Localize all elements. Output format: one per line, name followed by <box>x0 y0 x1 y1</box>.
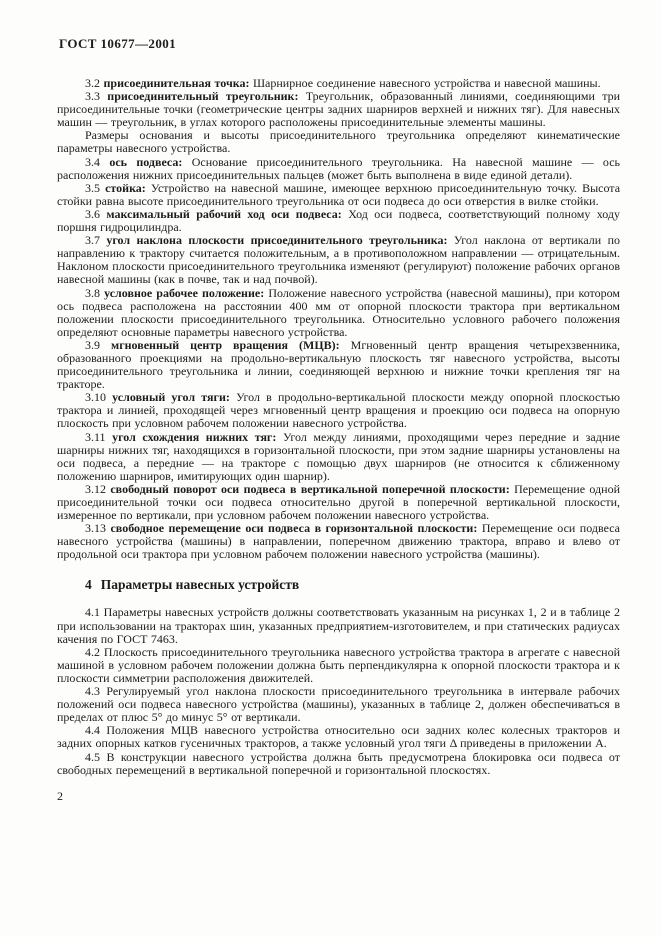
clause-paragraph <box>57 685 620 724</box>
paragraph-text: Размеры основания и высоты присоединительного треугольника определяют кинематические параметры навесного устройства. <box>57 128 620 156</box>
clause-number: 3.9 <box>85 337 100 352</box>
defined-term: присоединительная точка: <box>103 76 250 90</box>
clause-text: Плоскость присоединительного треугольника навесного устройства трактора в агрегате с навесной машиной в условном рабочем положении должна быть перпендикулярна к опорной плоскости трактора и к плоскости симметрии расположения движителей. <box>57 644 620 685</box>
clause-number: 3.4 <box>85 154 100 169</box>
definition-item <box>57 431 620 483</box>
definition-text: Устройство на навесной машине, имеющее верхнюю присоединительную точку. Высота стойки равна высоте присоединительного треугольника от оси подвеса до оси отверстия в вилке стойки. <box>57 180 621 208</box>
definition-text: Шарнирное соединение навесного устройства и навесной машины. <box>252 76 601 90</box>
definition-item <box>57 483 620 522</box>
definition-text: Положение навесного устройства (навесной машины), при котором ось подвеса расположена на расстоянии 400 мм от опорной плоскости трактора при вертикальном положении плоскости присоединительного треугольника. Относительно условного рабочего положения определяют основные параметры навесного устройства. <box>57 285 621 339</box>
definition-text: Перемещение одной присоединительной точки оси подвеса относительно другой в поперечной вертикальной плоскости, измеренное по вертикали, при условном рабочем положении навесного устройства. <box>57 481 621 523</box>
defined-term: ось подвеса: <box>109 154 183 169</box>
definition-item <box>57 90 620 129</box>
clause-number: 4.4 <box>85 723 100 738</box>
document-body <box>57 77 620 804</box>
defined-term: свободное перемещение оси подвеса в горизонтальной плоскости: <box>110 521 478 536</box>
clause-number: 3.10 <box>85 390 106 405</box>
defined-term: свободный поворот оси подвеса в вертикальной поперечной плоскости: <box>110 481 510 496</box>
defined-term: угол наклона плоскости присоединительного треугольника: <box>106 233 448 248</box>
clause-number: 3.8 <box>85 285 100 300</box>
section-heading <box>85 577 620 593</box>
definition-text: Угол между линиями, проходящими через передние и задние шарниры нижних тяг, находящихся в горизонтальной плоскости, при этом задние шарниры установлены на оси подвеса, а передние — на тракторе с помощью двух шарниров (не относится к сближенному положению шарниров, имитирующих один шарнир). <box>57 429 621 483</box>
clause-number: 3.12 <box>85 481 106 496</box>
definition-text: Угол наклона от вертикали по направлению к трактору считается положительным, а в противоположном направлении — отрицательным. Наклоном плоскости присоединительного треугольника изменяют (регулируют) положение рабочих органов навесной машины (как в почве, так и над почвой). <box>57 233 620 287</box>
definition-item <box>57 339 620 391</box>
definition-item <box>57 208 620 234</box>
definition-item <box>57 156 620 182</box>
body-paragraph <box>57 129 620 155</box>
clause-number: 3.5 <box>85 180 100 195</box>
clause-number: 4.3 <box>85 684 100 699</box>
definition-text: Треугольник, образованный линиями, соединяющими три присоединительные точки (геометрические центры задних шарниров верхней и нижних тяг). Для навесных машин — треугольник, в углах которого расположены присоединительные элементы машины. <box>57 89 621 130</box>
clause-text: Положения МЦВ навесного устройства относительно оси задних колес колесных тракторов и задних опорных катков гусеничных тракторов, а также условный угол тяги Δ приведены в приложении А. <box>57 723 621 751</box>
definition-text: Мгновенный центр вращения четырехзвенника, образованного проекциями на продольно-вертикальную плоскость тяг навесного устройства, высоты присоединительного треугольника и линии, соединяющей верхнюю и нижние точки крепления тяг на тракторе. <box>57 337 621 392</box>
clause-paragraph <box>57 751 620 777</box>
page-number: 2 <box>57 788 63 803</box>
clause-paragraph <box>57 646 620 685</box>
defined-term: условное рабочее положение: <box>104 285 265 300</box>
clause-number: 3.11 <box>85 429 106 444</box>
definition-item <box>57 234 620 286</box>
defined-term: мгновенный центр вращения (МЦВ): <box>111 337 340 352</box>
clause-text: Регулируемый угол наклона плоскости присоединительного треугольника в интервале рабочих положений оси подвеса навесного устройства (машины), указанных в таблице 2, должен обеспечиваться в пределах от плюс 5° до минус 5° от вертикали. <box>57 684 620 725</box>
clause-number: 3.6 <box>85 206 100 221</box>
clause-number: 4.5 <box>85 749 100 764</box>
clause-number: 4.2 <box>85 644 100 659</box>
clause-paragraph <box>57 724 620 750</box>
clause-number: 3.7 <box>85 233 100 248</box>
definition-item <box>57 391 620 430</box>
section-title: Параметры навесных устройств <box>100 577 300 593</box>
clause-paragraph <box>57 606 620 645</box>
definition-item <box>57 182 620 208</box>
clause-number: 3.2 <box>85 76 100 90</box>
defined-term: максимальный рабочий ход оси подвеса: <box>106 206 342 221</box>
document-code-header: ГОСТ 10677—2001 <box>59 36 177 51</box>
section-number: 4 <box>85 577 92 593</box>
clause-number: 3.3 <box>85 89 100 104</box>
defined-term: присоединительный треугольник: <box>107 89 299 104</box>
defined-term: угол схождения нижних тяг: <box>112 429 277 444</box>
defined-term: условный угол тяги: <box>112 390 230 405</box>
clause-text: В конструкции навесного устройства должна быть предусмотрена блокировка оси подвеса от свободных перемещений в вертикальной поперечной и горизонтальной плоскостях. <box>57 749 621 777</box>
definition-text: Перемещение оси подвеса навесного устройства (машины) в направлении, поперечном движению трактора, вправо и влево от продольной оси трактора при условном рабочем положении навесного устройства (машины). <box>57 521 621 562</box>
definition-text: Ход оси подвеса, соответствующий полному ходу поршня гидроцилиндра. <box>57 206 621 235</box>
defined-term: стойка: <box>105 180 146 195</box>
definition-text: Угол в продольно-вертикальной плоскости между опорной плоскостью трактора и линией, проходящей через мгновенный центр вращения и проекцию оси подвеса на опорную плоскость при условном рабочем положении навесного устройства. <box>57 390 621 431</box>
definition-text: Основание присоединительного треугольника. На навесной машине — ось расположения нижних присоединительных пальцев (может быть выполнена в виде единой детали). <box>57 154 620 182</box>
clause-number: 3.13 <box>85 521 106 536</box>
definition-item <box>57 287 620 339</box>
clause-number: 4.1 <box>85 605 100 620</box>
clause-text: Параметры навесных устройств должны соответствовать указанным на рисунках 1, 2 и в таблице 2 при использовании на тракторах шин, указанных предприятием-изготовителем, и при статических радиусах качения по ГОСТ 7463. <box>57 605 620 646</box>
definition-item <box>57 522 620 561</box>
